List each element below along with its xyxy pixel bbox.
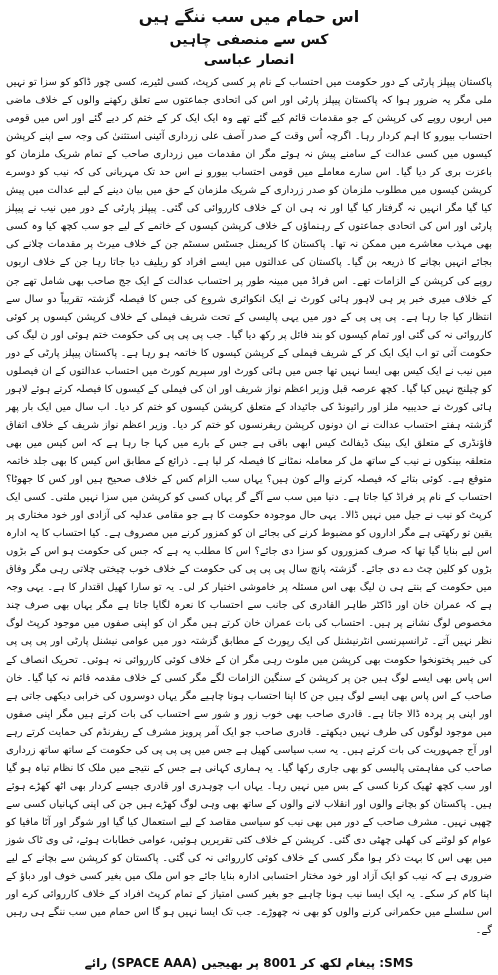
sms-footer: SMS: پیغام لکھ کر 8001 پر بھیجیں (SPACE AAA) رائے (84, 956, 414, 970)
article-headline: اس حمام میں سب ننگے ہیں (138, 7, 360, 26)
author-byline: انصار عباسی (203, 52, 295, 68)
article-body: پاکستان پیپلز پارٹی کے دور حکومت میں احتساب کے نام پر کسی کرپٹ، کسی لٹیرے، کسی چور ڈاکو کو سزا تو نہیں ملی مگر یہ ضرور ہوا کہ پاکستان پیپلز پارٹی اور اس کی اتحادی جماعتوں سے تعلق رکھنے والوں کے خلاف ماضی میں اربوں روپے کی کرپشن کے جو مقدمات قائم کیے گئے تھے وہ ایک ایک کر کے ختم کر دیے گئے اور اس میں قومی احتساب بیورو کا اہم کردار رہا۔ اگرچہ اُس وقت کے صدر آصف علی زرداری آئینی استثنیٰ کی وجہ سے اپنے کرپشن کیسوں میں کسی عدالت کے سامنے پیش نہ ہوئے مگر ان مقدمات میں زرداری صاحب کے تمام شریک ملزمان کو باعزت بری کر دیا گیا۔ اس سارے معاملے میں قومی احتساب بیورو نے اس حد تک مہربانی کی کہ نیب کو دوسرے کرپشن کیسوں میں مطلوب ملزمان کو صدر زرداری کے شریک ملزمان کے حق میں بیان دینے کے لیے عدالت میں پیش کیا گیا مگر انہیں نہ گرفتار کیا گیا اور نہ ہی ان کے خلاف کارروائی کی گئی۔ پیپلز پارٹی کے دور میں نیب نے پیپلز پارٹی اور اس کی اتحادی جماعتوں کے رہنماؤں کے خلاف کرپشن کیسوں کے خاتمے کے لیے جو سب کچھ کیا وہ کسی بھی مہذب معاشرے میں ممکن نہ تھا۔ پاکستان کا کریمنل جسٹس سسٹم جن کے خلاف میرٹ پر مقدمات چلانے کی بجائے انہیں بچانے کا ذریعہ بن گیا۔ پاکستان کی عدالتوں میں ایسے افراد کو ریلیف دیا جاتا رہا جن کے خلاف اربوں روپے کی کرپشن کے الزامات تھے۔ اس فراڈ میں مبینہ طور پر احتساب عدالت کے ایک جج صاحب بھی شامل تھے جن کے خلاف میری خبر پر ہی لاہور ہائی کورٹ نے ایک انکوائری شروع کی جس کا فیصلہ گزشتہ تقریباً دو سال سے انتظار کیا جا رہا ہے۔ پی پی پی کے دور میں یہی پالیسی کے تحت شریف فیملی کے خلاف کرپشن کیسوں پر کوئی کارروائی نہ کی گئی اور تمام کیسوں کو بند فائل پر رکھ دیا گیا۔ جب پی پی پی کی حکومت ختم ہوئی اور ن لیگ کی حکومت آئی تو اب ایک ایک کر کے شریف فیملی کے کرپشن کیسوں کا خاتمہ ہو رہا ہے۔ پاکستان پیپلز پارٹی کے دور میں نیب نے ایک کیس بھی ایسا نہیں تھا جس میں ہائی کورٹ اور سپریم کورٹ میں احتساب عدالتوں کے ان فیصلوں کو چیلنج نہیں کیا گیا۔ کچھ عرصہ قبل وزیر اعظم نواز شریف اور ان کی فیملی کے کیسوں کا فیصلہ کرتے ہوئے لاہور ہائی کورٹ نے حدیبیہ ملز اور رائیونڈ کی جائیداد کے متعلق کرپشن کیسوں کو ختم کر دیا۔ اب سال میں ایک بار پھر گزشتہ ہفتے احتساب عدالت نے ان دونوں کرپشن ریفرنسوں کو ختم کر دیا۔ وزیر اعظم نواز شریف کے خلاف اتفاق فاؤنڈری کے متعلق ایک بینک ڈیفالٹ کیس ابھی باقی ہے جس کے بارے میں کہا جا رہا ہے کہ اس کیس میں بھی متعلقہ بینکوں نے نیب کے ساتھ مل کر معاملہ نمٹانے کا فیصلہ کر لیا ہے۔ ذرائع کے مطابق اس کیس کا بھی جلد خاتمہ متوقع ہے۔ کوئی بتائے کہ فیصلہ کرنے والے کون ہیں؟ یہاں سب الزام کس کے خلاف صحیح ہیں اور کس کا جھوٹا؟ احتساب کے نام پر فراڈ کیا جاتا ہے۔ دنیا میں سب سے آگے گر یہاں کسی کو کرپشن میں سزا نہیں ملتی۔ کسی ایک کرپٹ کو نیب نے جیل میں نہیں ڈالا۔ یہی حال موجودہ حکومت کا ہے جو مقامی عدلیہ کی آزادی اور خود مختاری پر یقین تو رکھتی ہے مگر اداروں کو مضبوط کرنے کی بجائے ان کو کمزور کرنے میں مصروف ہے۔ کیا احتساب کا یہ ادارہ اس لیے بنایا گیا تھا کہ صرف کمزوروں کو سزا دی جائے؟ اس کا مطلب یہ ہے کہ جس کی حکومت ہو اس کے بڑوں بڑوں کو کلین چٹ دے دی جائے۔ گزشتہ پانچ سال پی پی پی کی حکومت کے خلاف خوب چیختی چلاتی رہی مگر وفاق میں حکومت کے بنتے ہی ن لیگ بھی اس مسئلہ پر خاموشی اختیار کر لی۔ یہ تو سارا کھیل اقتدار کا ہے۔ یہی وجہ ہے کہ عمران خان اور ڈاکٹر طاہر القادری کی جانب سے احتساب کا نعرہ لگایا جاتا ہے مگر یہاں بھی صرف چند مخصوص لوگ نشانے پر ہیں۔ احتساب کی بات عمران خان کرتے ہیں مگر ان کو اپنی صفوں میں موجود کرپٹ لوگ نظر نہیں آتے۔ ٹرانسپرنسی انٹرنیشنل کی ایک رپورٹ کے مطابق گزشتہ دور میں عوامی نیشنل پارٹی اور پی پی پی کی خیبر پختونخوا حکومت بھی کرپشن میں ملوث رہی مگر ان کے خلاف کوئی کارروائی نہ ہوئی۔ تحریک انصاف کے اس پاس بھی ایسے لوگ ہیں جن پر کرپشن کے سنگین الزامات لگے مگر کسی کے خلاف مقدمہ قائم نہ کیا گیا۔ خان صاحب کے اس پاس بھی ایسے لوگ ہیں جن کا اپنا احتساب ہونا چاہیے مگر یہاں دوسروں کی خرابی دیکھی جاتی ہے اور اپنی پر پردہ ڈالا جاتا ہے۔ قادری صاحب بھی خوب زور و شور سے احتساب کی بات کرتے ہیں مگر اپنی صفوں میں موجود لوگوں کی طرف نہیں دیکھتے۔ قادری صاحب جو ایک آمر پرویز مشرف کے ریفرنڈم کی حمایت کرتے رہے اور آج جمہوریت کی بات کرتے ہیں۔ یہ سب سیاسی کھیل ہے جس میں پی پی پی کی حکومت کے ساتھ ساتھ زرداری صاحب کی مفاہمتی پالیسی کو بھی جاری رکھا گیا۔ یہ ہماری کہانی ہے جس کے نتیجے میں ملک کا نظام تباہ ہو گیا اور سب کچھ ٹھیک کرنا کسی کے بس میں نہیں رہا۔ یہاں اب چوہدری اور قادری جیسے کردار بھی اٹھ کھڑے ہوئے ہیں۔ پاکستان کو بچانے والوں اور انقلاب لانے والوں کے ساتھ بھی وہی لوگ کھڑے ہیں جن کی اپنی کہانیاں کسی سے چھپی نہیں۔ مشرف صاحب کے دور میں بھی نیب کو سیاسی مقاصد کے لیے استعمال کیا گیا اور شوگر اور آٹا مافیا کو عوام کو لوٹنے کی کھلی چھٹی دی گئی۔ کرپشن کے خلاف کئی تقریریں ہوئیں، عوامی خطابات ہوئے، ٹی وی ٹاک شوز میں بھی اس کا بہت ذکر ہوا مگر کسی کے خلاف کوئی کارروائی نہ کی گئی۔ پاکستان کو کرپشن سے بچانے کے لیے ضروری ہے کہ نیب کو ایک آزاد اور خود مختار احتسابی ادارہ بنایا جائے جو اس ملک میں بغیر کسی خوف اور دباؤ کے اپنا کام کر سکے۔ یہ ایک ایسا نیب ہونا چاہیے جو بغیر کسی امتیاز کے تمام کرپٹ افراد کے خلاف کارروائی کرے اور اس سلسلے میں حکمرانی کرنے والوں کو بھی نہ چھوڑے۔ جب تک ایسا نہیں ہو گا اس حمام میں سب ننگے ہی رہیں گے۔ (6, 77, 492, 937)
article-subheadline: کس سے منصفی چاہیں (169, 32, 329, 48)
